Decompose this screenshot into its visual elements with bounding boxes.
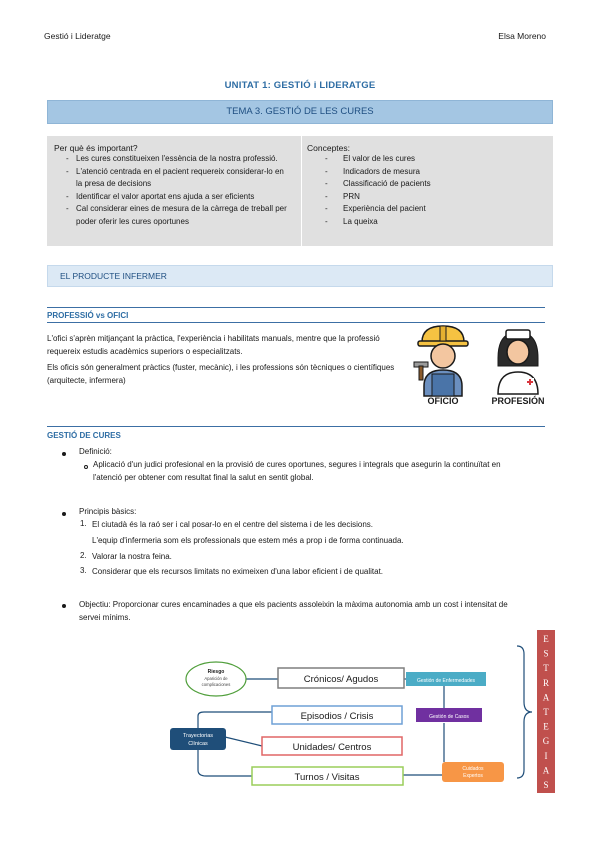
bullet	[62, 512, 66, 516]
list-item: - L'atenció centrada en el pacient requereix considerar-lo en la presa de decisions	[66, 166, 288, 191]
trayectorias-label-1: Trayectorias	[182, 733, 214, 739]
concepts-title: Conceptes:	[307, 143, 350, 153]
worker-icon	[414, 326, 468, 396]
section-divider	[47, 426, 545, 427]
header-author: Elsa Moreno	[498, 31, 546, 41]
professio-paragraph-1: L'ofici s'aprèn mitjançant la pràctica, l'experiència i habilitats manuals, mentre que la professió requereix estudis acadèmics superiors o especialitzats.	[47, 334, 380, 356]
profesion-label: PROFESIÓN	[491, 396, 545, 406]
estrategias-letter: A	[542, 692, 550, 703]
section-divider	[47, 307, 545, 308]
list-item: - Indicadors de mesura	[307, 166, 547, 179]
bullet	[62, 604, 66, 608]
number-1: 1.	[80, 519, 87, 528]
cuidados-expertos-node	[442, 762, 504, 782]
unit-title: UNITAT 1: GESTIÓ i LIDERATGE	[224, 80, 376, 91]
riesgo-title: Riesgo	[207, 669, 225, 675]
why-important-title: Per què és important?	[54, 143, 138, 153]
bullet	[62, 452, 66, 456]
turnos-label: Turnos / Visitas	[294, 772, 360, 783]
estrategias-letter: E	[543, 634, 549, 644]
gestion-enfermedades-label: Gestión de Enfermedades	[416, 678, 476, 684]
definicio-text: Aplicació d'un judici profesional en la provisió de cures oportunes, segures i integrals que asegurin la continuïtat en l'atenció per obtener com resultat final la salut en sentit global.	[93, 460, 501, 482]
list-item: - Identificar el valor aportat ens ajuda a ser eficients	[66, 191, 288, 204]
concepts-section	[307, 143, 547, 228]
list-item: - Cal considerar eines de mesura de la càrrega de treball per poder oferir les cures oportunes	[66, 203, 288, 228]
principi-1: El ciutadà és la raó ser i cal posar-lo en el centre del sistema i de les decisions.	[92, 520, 374, 529]
gestio-cures-diagram	[160, 628, 560, 798]
estrategias-letter: R	[542, 677, 550, 688]
estrategias-letter: G	[542, 736, 550, 747]
tema-title-bar: TEMA 3. GESTIÓ DE LES CURES	[47, 100, 553, 124]
sub-bullet	[84, 465, 88, 469]
estrategias-letter: S	[543, 780, 549, 790]
estrategias-letter: I	[544, 750, 548, 761]
riesgo-sub2: complicaciones	[201, 682, 231, 687]
cuidados-label-1: Cuidados	[462, 766, 484, 772]
professio-title: PROFESSIÓ vs OFICI	[47, 311, 129, 320]
list-item: - La queixa	[307, 216, 547, 229]
estrategias-letter: T	[543, 707, 549, 717]
principi-2: Valorar la nostra feina.	[92, 552, 172, 561]
gestion-casos-label: Gestión de Casos	[429, 714, 469, 720]
list-item: - PRN	[307, 191, 547, 204]
principi-1b: L'equip d'infermeria som els professionals que estem més a prop i de forma continuada.	[92, 536, 404, 545]
oficio-label: OFICIO	[427, 396, 459, 406]
why-important-list	[66, 153, 288, 228]
oficio-profesion-illustration	[410, 318, 552, 408]
estrategias-letter: T	[543, 663, 549, 674]
why-important-section	[54, 143, 294, 228]
principis-label: Principis bàsics:	[79, 507, 137, 516]
estrategias-letter: A	[542, 765, 550, 776]
header-course-title: Gestió i Lideratge	[44, 31, 111, 41]
list-item: - Classificació de pacients	[307, 178, 547, 191]
list-item: - Les cures constitueixen l'essència de la nostra professió.	[66, 153, 288, 166]
gestio-title: GESTIÓ DE CURES	[47, 431, 121, 440]
number-3: 3.	[80, 566, 87, 575]
concepts-list	[307, 153, 547, 228]
estrategias-letter: S	[543, 648, 549, 659]
producte-infermer-bar: EL PRODUCTE INFERMER	[47, 265, 553, 287]
list-item: - El valor de les cures	[307, 153, 547, 166]
list-item: - Experiència del pacient	[307, 203, 547, 216]
summary-box-divider	[301, 136, 302, 246]
number-2: 2.	[80, 551, 87, 560]
definicio-label: Definició:	[79, 447, 112, 456]
episodios-label: Episodios / Crisis	[300, 711, 374, 722]
estrategias-letter: E	[543, 721, 549, 732]
principi-3: Considerar que els recursos limitats no eximeixen d'una labor eficient i de qualitat.	[92, 567, 384, 576]
nurse-icon	[498, 330, 538, 394]
professio-paragraph-2: Els oficis són generalment pràctics (fuster, mecànic), i les professions són tècniques o científiques (arquitecte, infermera)	[47, 363, 395, 385]
objectiu-text: Objectiu: Proporcionar cures encaminades a que els pacients assoleixin la màxima autonomia amb un cost i intensitat de servei mínims.	[79, 600, 508, 622]
unidades-label: Unidades/ Centros	[292, 742, 372, 753]
trayectorias-label-2: Clínicas	[188, 741, 208, 747]
cuidados-label-2: Expertos	[463, 773, 483, 779]
riesgo-sub1: Aparición de	[204, 676, 228, 681]
cronicos-label: Crónicos/ Agudos	[303, 674, 379, 685]
